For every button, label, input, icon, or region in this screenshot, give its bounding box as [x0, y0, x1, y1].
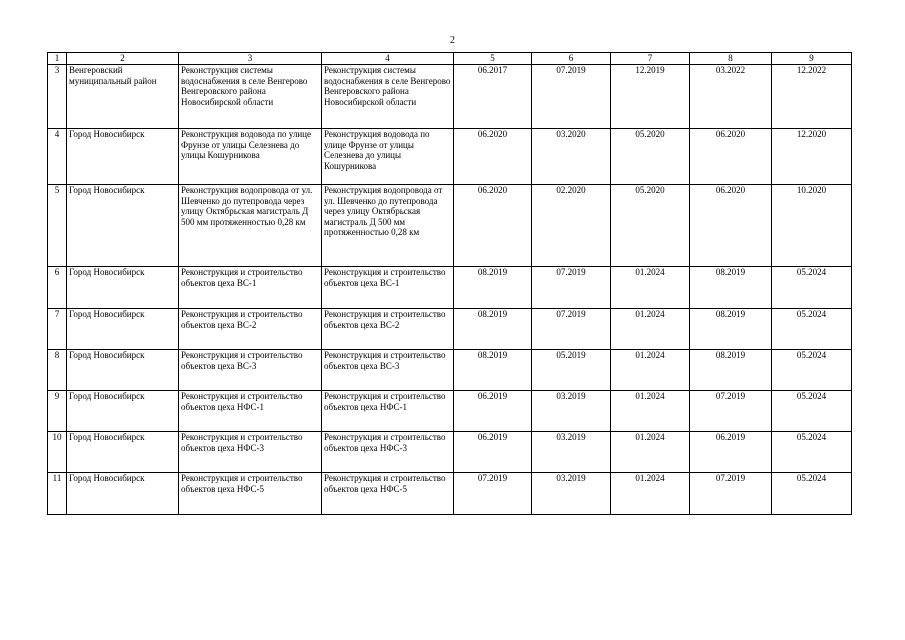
date-cell: 06.2020	[454, 129, 532, 185]
column-header: 8	[690, 53, 772, 65]
date-cell: 05.2024	[772, 267, 852, 309]
header-row	[48, 53, 852, 65]
date-cell: 05.2020	[611, 185, 690, 267]
date-cell: 03.2019	[532, 432, 611, 473]
row-number: 7	[48, 309, 67, 350]
date-cell: 01.2024	[611, 350, 690, 391]
date-cell: 06.2020	[690, 129, 772, 185]
date-cell: 08.2019	[690, 309, 772, 350]
date-cell: 08.2019	[690, 267, 772, 309]
row-number: 9	[48, 391, 67, 432]
schedule-table	[47, 52, 852, 515]
date-cell: 08.2019	[454, 267, 532, 309]
object-cell-2: Реконструкция водопровода от ул. Шевченко до путепровода через улицу Октябрьская магистраль Д 500 мм протяженностью 0,28 км	[322, 185, 454, 267]
region-cell: Венгеровский муниципальный район	[67, 65, 179, 129]
region-cell: Город Новосибирск	[67, 309, 179, 350]
table-row	[48, 350, 852, 391]
table-row	[48, 185, 852, 267]
date-cell: 12.2020	[772, 129, 852, 185]
table-row	[48, 267, 852, 309]
object-cell: Реконструкция и строительство объектов цеха НФС-5	[179, 473, 322, 515]
region-cell: Город Новосибирск	[67, 350, 179, 391]
date-cell: 03.2020	[532, 129, 611, 185]
object-cell: Реконструкция водовода по улице Фрунзе от улицы Селезнева до улицы Кошурникова	[179, 129, 322, 185]
date-cell: 07.2019	[690, 473, 772, 515]
row-number: 5	[48, 185, 67, 267]
date-cell: 05.2024	[772, 350, 852, 391]
date-cell: 07.2019	[454, 473, 532, 515]
date-cell: 12.2022	[772, 65, 852, 129]
region-cell: Город Новосибирск	[67, 432, 179, 473]
date-cell: 05.2024	[772, 432, 852, 473]
column-header: 4	[322, 53, 454, 65]
region-cell: Город Новосибирск	[67, 391, 179, 432]
table-row	[48, 391, 852, 432]
date-cell: 03.2022	[690, 65, 772, 129]
date-cell: 01.2024	[611, 267, 690, 309]
date-cell: 06.2020	[454, 185, 532, 267]
row-number: 3	[48, 65, 67, 129]
date-cell: 01.2024	[611, 309, 690, 350]
region-cell: Город Новосибирск	[67, 473, 179, 515]
object-cell: Реконструкция и строительство объектов цеха ВС-1	[179, 267, 322, 309]
row-number: 11	[48, 473, 67, 515]
date-cell: 01.2024	[611, 432, 690, 473]
date-cell: 07.2019	[532, 65, 611, 129]
date-cell: 07.2019	[690, 391, 772, 432]
date-cell: 05.2024	[772, 473, 852, 515]
region-cell: Город Новосибирск	[67, 129, 179, 185]
date-cell: 08.2019	[690, 350, 772, 391]
object-cell-2: Реконструкция и строительство объектов цеха НФС-3	[322, 432, 454, 473]
object-cell-2: Реконструкция и строительство объектов цеха НФС-1	[322, 391, 454, 432]
table-row	[48, 309, 852, 350]
date-cell: 06.2019	[454, 391, 532, 432]
date-cell: 07.2019	[532, 309, 611, 350]
table-row	[48, 432, 852, 473]
column-header: 2	[67, 53, 179, 65]
date-cell: 08.2019	[454, 309, 532, 350]
object-cell-2: Реконструкция системы водоснабжения в селе Венгерово Венгеровского района Новосибирской области	[322, 65, 454, 129]
row-number: 10	[48, 432, 67, 473]
page-number: 2	[450, 35, 455, 46]
date-cell: 06.2017	[454, 65, 532, 129]
row-number: 4	[48, 129, 67, 185]
object-cell: Реконструкция системы водоснабжения в селе Венгерово Венгеровского района Новосибирской области	[179, 65, 322, 129]
table-row	[48, 473, 852, 515]
object-cell-2: Реконструкция водовода по улице Фрунзе от улицы Селезнева до улицы Кошурникова	[322, 129, 454, 185]
object-cell: Реконструкция и строительство объектов цеха ВС-2	[179, 309, 322, 350]
object-cell: Реконструкция и строительство объектов цеха НФС-3	[179, 432, 322, 473]
table-row	[48, 65, 852, 129]
table-row	[48, 129, 852, 185]
date-cell: 03.2019	[532, 473, 611, 515]
date-cell: 02.2020	[532, 185, 611, 267]
date-cell: 01.2024	[611, 391, 690, 432]
date-cell: 01.2024	[611, 473, 690, 515]
column-header: 9	[772, 53, 852, 65]
object-cell-2: Реконструкция и строительство объектов цеха ВС-2	[322, 309, 454, 350]
column-header: 6	[532, 53, 611, 65]
column-header: 7	[611, 53, 690, 65]
object-cell-2: Реконструкция и строительство объектов цеха ВС-1	[322, 267, 454, 309]
row-number: 6	[48, 267, 67, 309]
date-cell: 05.2024	[772, 391, 852, 432]
object-cell-2: Реконструкция и строительство объектов цеха ВС-3	[322, 350, 454, 391]
date-cell: 06.2020	[690, 185, 772, 267]
column-header: 1	[48, 53, 67, 65]
object-cell: Реконструкция водопровода от ул. Шевченко до путепровода через улицу Октябрьская магистраль Д 500 мм протяженностью 0,28 км	[179, 185, 322, 267]
date-cell: 06.2019	[454, 432, 532, 473]
date-cell: 10.2020	[772, 185, 852, 267]
region-cell: Город Новосибирск	[67, 185, 179, 267]
date-cell: 05.2024	[772, 309, 852, 350]
column-header: 5	[454, 53, 532, 65]
region-cell: Город Новосибирск	[67, 267, 179, 309]
date-cell: 06.2019	[690, 432, 772, 473]
date-cell: 05.2020	[611, 129, 690, 185]
column-header: 3	[179, 53, 322, 65]
object-cell: Реконструкция и строительство объектов цеха НФС-1	[179, 391, 322, 432]
date-cell: 07.2019	[532, 267, 611, 309]
date-cell: 05.2019	[532, 350, 611, 391]
object-cell: Реконструкция и строительство объектов цеха ВС-3	[179, 350, 322, 391]
date-cell: 12.2019	[611, 65, 690, 129]
object-cell-2: Реконструкция и строительство объектов цеха НФС-5	[322, 473, 454, 515]
row-number: 8	[48, 350, 67, 391]
date-cell: 03.2019	[532, 391, 611, 432]
date-cell: 08.2019	[454, 350, 532, 391]
